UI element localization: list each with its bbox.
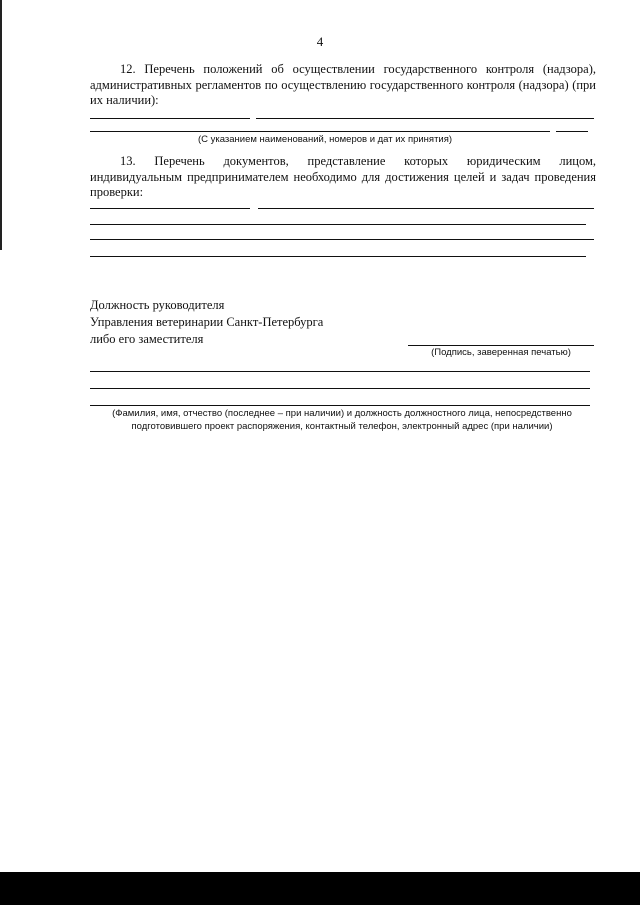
fill-line <box>90 224 586 225</box>
signature-title-line-1: Должность руководителя <box>90 298 225 312</box>
section-12-paragraph <box>90 62 596 109</box>
fill-line <box>258 208 594 209</box>
preparer-caption <box>86 407 598 433</box>
fill-line <box>90 371 590 372</box>
fill-line <box>256 118 594 119</box>
fill-line <box>90 256 586 257</box>
fill-line <box>90 131 550 132</box>
signature-caption: (Подпись, заверенная печатью) <box>431 347 571 358</box>
fill-line <box>556 131 588 132</box>
preparer-caption-line-1: (Фамилия, имя, отчество (последнее – при наличии) и должность должностного лица, непосредственно <box>112 408 572 419</box>
section-13-text: 13. Перечень документов, представление которых юридическим лицом, индивидуальным предпринимателем необходимо для достижения целей и задач проведения проверки: <box>90 154 596 199</box>
section-12-caption: (С указанием наименований, номеров и дат их принятия) <box>197 134 453 145</box>
fill-line <box>90 118 250 119</box>
preparer-caption-line-2: подготовившего проект распоряжения, контактный телефон, электронный адрес (при наличии) <box>131 421 553 432</box>
fill-line <box>90 388 590 389</box>
fill-line <box>90 405 590 406</box>
fill-line <box>90 239 594 240</box>
scan-border-artifact <box>0 872 640 905</box>
fill-line <box>90 208 250 209</box>
section-13-paragraph <box>90 154 596 201</box>
signature-block <box>90 297 323 348</box>
signature-title-line-3: либо его заместителя <box>90 332 204 346</box>
section-12-text: 12. Перечень положений об осуществлении государственного контроля (надзора), административных регламентов по осуществлению государственного контроля (надзора) (при их наличии): <box>90 62 596 107</box>
page-number: 4 <box>316 34 324 49</box>
signature-title-line-2: Управления ветеринарии Санкт-Петербурга <box>90 315 324 329</box>
